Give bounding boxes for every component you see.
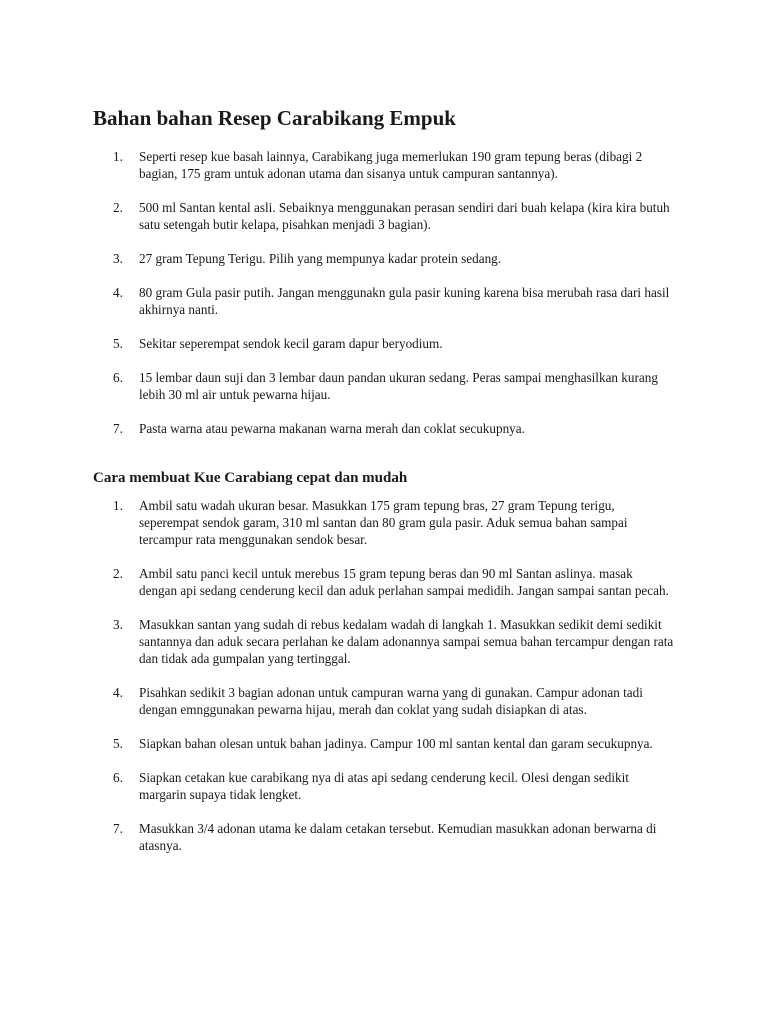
list-item [0, 735, 768, 752]
ingredients-list [0, 148, 768, 454]
item-text: 500 ml Santan kental asli. Sebaiknya menggunakan perasan sendiri dari buah kelapa (kira kira butuh satu setengah butir kelapa, pisahkan menjadi 3 bagian). [139, 200, 670, 232]
item-number: 7. [113, 421, 123, 436]
item-number: 5. [113, 336, 123, 351]
list-item [0, 684, 768, 718]
list-item [0, 284, 768, 318]
instructions-heading: Cara membuat Kue Carabiang cepat dan mudah [93, 470, 408, 486]
item-number: 4. [113, 685, 123, 700]
item-text: Siapkan cetakan kue carabikang nya di atas api sedang cenderung kecil. Olesi dengan sedikit margarin supaya tidak lengket. [139, 770, 629, 802]
list-item [0, 420, 768, 437]
list-item [0, 199, 768, 233]
list-item [0, 565, 768, 599]
item-text: 15 lembar daun suji dan 3 lembar daun pandan ukuran sedang. Peras sampai menghasilkan kurang lebih 30 ml air untuk pewarna hijau. [139, 370, 658, 402]
item-number: 1. [113, 498, 123, 513]
item-number: 2. [113, 200, 123, 215]
list-item [0, 497, 768, 548]
item-number: 1. [113, 149, 123, 164]
list-item [0, 616, 768, 667]
item-text: Masukkan 3/4 adonan utama ke dalam cetakan tersebut. Kemudian masukkan adonan berwarna di atasnya. [139, 821, 657, 853]
item-text: Masukkan santan yang sudah di rebus kedalam wadah di langkah 1. Masukkan sedikit demi sedikit santannya dan aduk secara perlahan ke dalam adonannya sampai semua bahan tercampur dengan rata dan tidak ada gumpalan yang tertinggal. [139, 617, 674, 666]
list-item [0, 335, 768, 352]
item-number: 3. [113, 251, 123, 266]
instructions-list [0, 497, 768, 871]
item-text: Sekitar seperempat sendok kecil garam dapur beryodium. [139, 336, 443, 351]
list-item [0, 369, 768, 403]
item-text: 27 gram Tepung Terigu. Pilih yang mempunya kadar protein sedang. [139, 251, 502, 266]
item-text: Pisahkan sedikit 3 bagian adonan untuk campuran warna yang di gunakan. Campur adonan tadi dengan emnggunakan pewarna hijau, merah dan coklat yang sudah disiapkan di atas. [139, 685, 643, 717]
list-item [0, 769, 768, 803]
item-number: 4. [113, 285, 123, 300]
item-text: 80 gram Gula pasir putih. Jangan menggunakn gula pasir kuning karena bisa merubah rasa dari hasil akhirnya nanti. [139, 285, 670, 317]
ingredients-heading: Bahan bahan Resep Carabikang Empuk [93, 106, 456, 130]
list-item [0, 820, 768, 854]
item-number: 2. [113, 566, 123, 581]
item-text: Ambil satu panci kecil untuk merebus 15 gram tepung beras dan 90 ml Santan aslinya. masak dengan api sedang cenderung kecil dan aduk perlahan sampai medidih. Jangan sampai santan pecah. [139, 566, 669, 598]
item-number: 6. [113, 770, 123, 785]
item-text: Seperti resep kue basah lainnya, Carabikang juga memerlukan 190 gram tepung beras (dibagi 2 bagian, 175 gram untuk adonan utama dan sisanya untuk campuran santannya). [139, 149, 643, 181]
item-text: Ambil satu wadah ukuran besar. Masukkan 175 gram tepung bras, 27 gram Tepung terigu, seperempat sendok garam, 310 ml santan dan 80 gram gula pasir. Aduk semua bahan sampai tercampur rata menggunakan sendok besar. [139, 498, 628, 547]
item-number: 5. [113, 736, 123, 751]
item-text: Siapkan bahan olesan untuk bahan jadinya. Campur 100 ml santan kental dan garam secukupnya. [139, 736, 653, 751]
item-text: Pasta warna atau pewarna makanan warna merah dan coklat secukupnya. [139, 421, 525, 436]
item-number: 3. [113, 617, 123, 632]
list-item [0, 148, 768, 182]
item-number: 7. [113, 821, 123, 836]
list-item [0, 250, 768, 267]
item-number: 6. [113, 370, 123, 385]
